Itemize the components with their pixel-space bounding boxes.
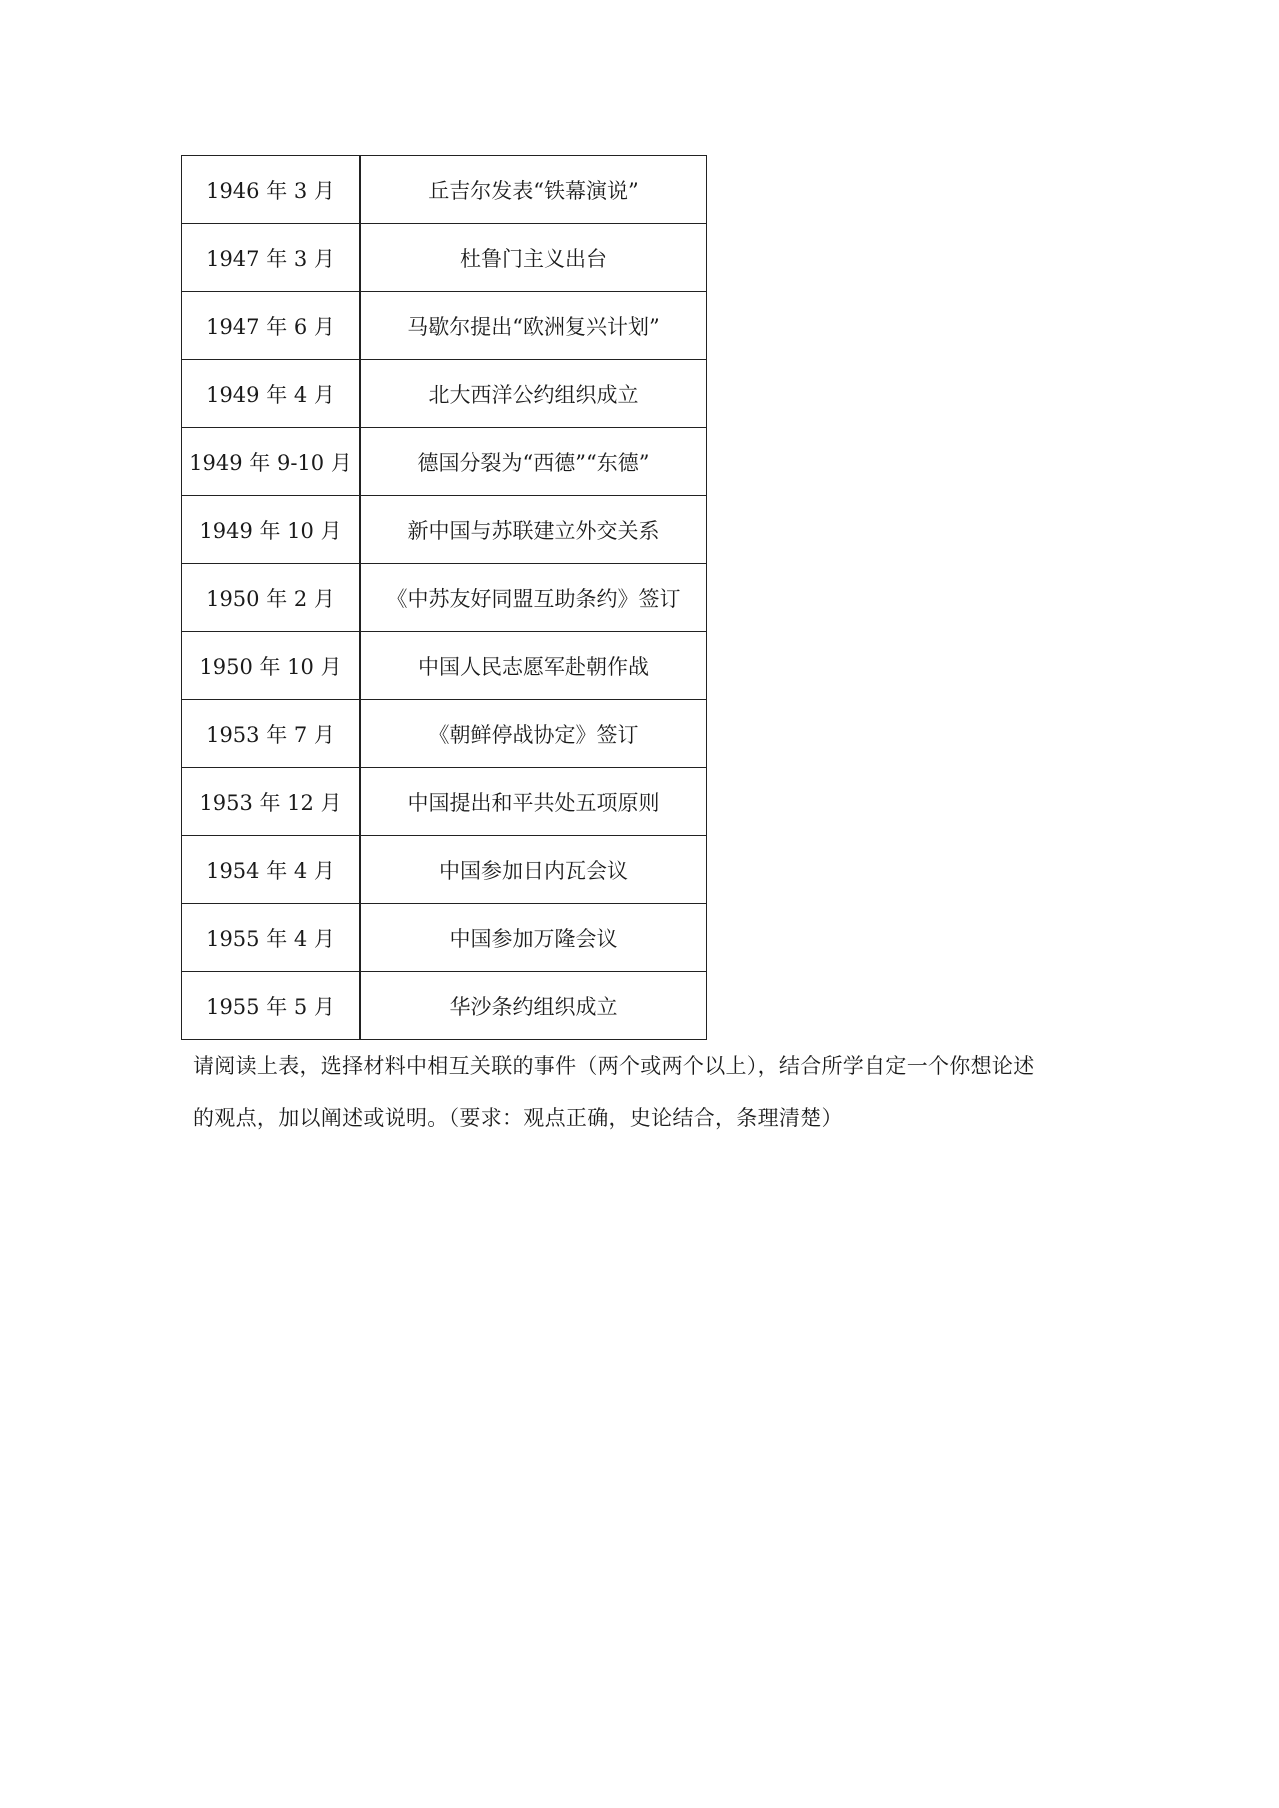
table-row: [182, 496, 707, 564]
event-cell: 《朝鲜停战协定》签订: [360, 700, 707, 768]
date-cell: 1953 年 7 月: [182, 700, 361, 768]
table-row: [182, 836, 707, 904]
date-cell: 1950 年 2 月: [182, 564, 361, 632]
event-cell: 中国参加万隆会议: [360, 904, 707, 972]
table-row: [182, 428, 707, 496]
table-row: [182, 904, 707, 972]
event-cell: 丘吉尔发表“铁幕演说”: [360, 156, 707, 224]
question-text: [193, 1040, 1093, 1144]
table-row: [182, 156, 707, 224]
date-cell: 1949 年 4 月: [182, 360, 361, 428]
event-cell: 中国人民志愿军赴朝作战: [360, 632, 707, 700]
table-row: [182, 632, 707, 700]
date-cell: 1947 年 3 月: [182, 224, 361, 292]
table-row: [182, 224, 707, 292]
event-cell: 华沙条约组织成立: [360, 972, 707, 1040]
event-cell: 杜鲁门主义出台: [360, 224, 707, 292]
event-cell: 德国分裂为“西德”“东德”: [360, 428, 707, 496]
date-cell: 1949 年 9-10 月: [182, 428, 361, 496]
event-cell: 《中苏友好同盟互助条约》签订: [360, 564, 707, 632]
date-cell: 1950 年 10 月: [182, 632, 361, 700]
table-row: [182, 292, 707, 360]
date-cell: 1949 年 10 月: [182, 496, 361, 564]
table-row: [182, 972, 707, 1040]
events-table-body: [182, 156, 707, 1040]
events-table: [181, 155, 707, 1040]
date-cell: 1946 年 3 月: [182, 156, 361, 224]
question-line-2: 的观点，加以阐述或说明。（要求：观点正确，史论结合，条理清楚）: [193, 1106, 843, 1130]
event-cell: 中国提出和平共处五项原则: [360, 768, 707, 836]
event-cell: 中国参加日内瓦会议: [360, 836, 707, 904]
date-cell: 1947 年 6 月: [182, 292, 361, 360]
question-line-1: 请阅读上表，选择材料中相互关联的事件（两个或两个以上），结合所学自定一个你想论述: [193, 1054, 1035, 1078]
event-cell: 北大西洋公约组织成立: [360, 360, 707, 428]
table-row: [182, 564, 707, 632]
date-cell: 1955 年 4 月: [182, 904, 361, 972]
date-cell: 1954 年 4 月: [182, 836, 361, 904]
date-cell: 1953 年 12 月: [182, 768, 361, 836]
event-cell: 马歇尔提出“欧洲复兴计划”: [360, 292, 707, 360]
table-row: [182, 360, 707, 428]
date-cell: 1955 年 5 月: [182, 972, 361, 1040]
table-row: [182, 768, 707, 836]
event-cell: 新中国与苏联建立外交关系: [360, 496, 707, 564]
table-row: [182, 700, 707, 768]
